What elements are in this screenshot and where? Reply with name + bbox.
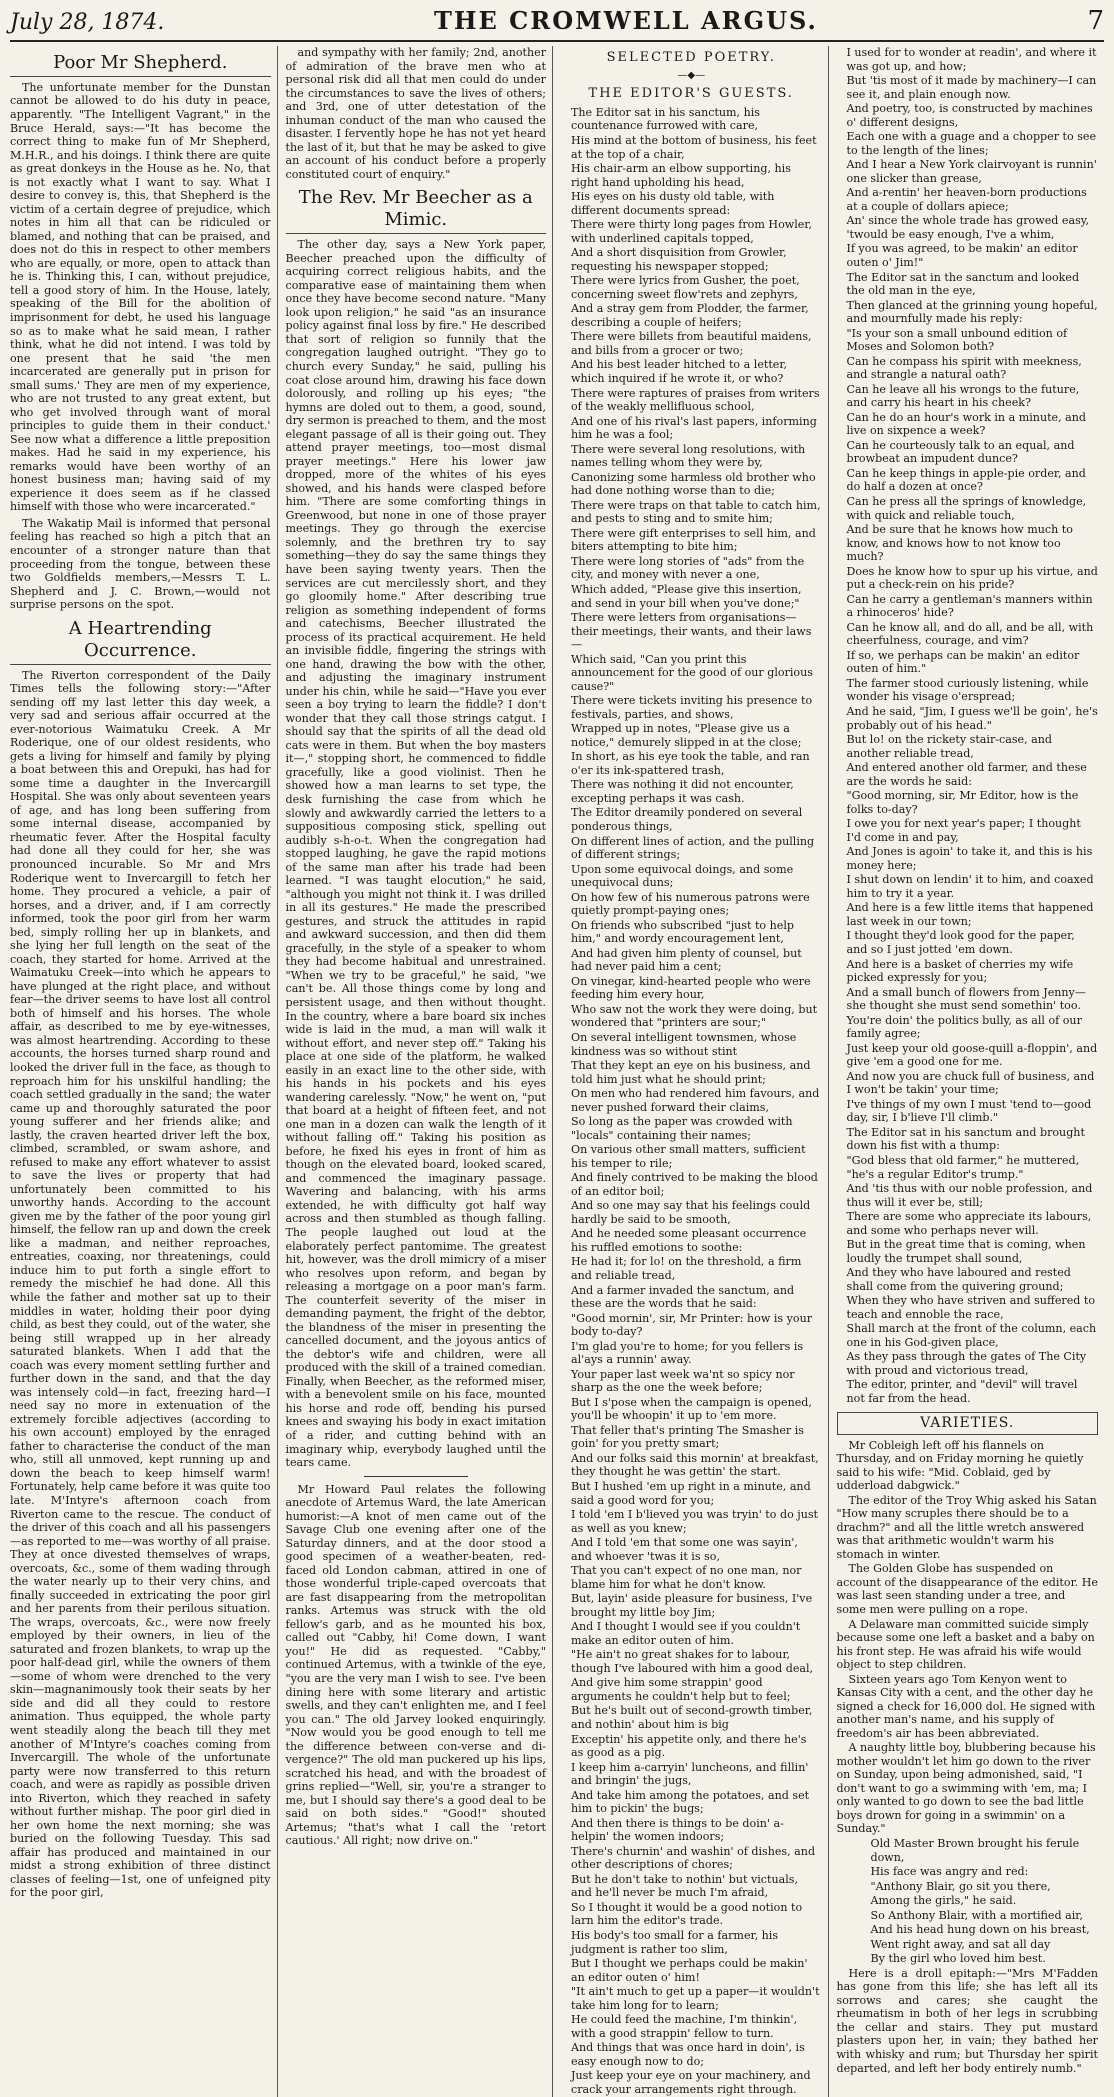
poem-line: An' since the whole trade has growed easy, 'twould be easy enough, I've a whim, xyxy=(846,214,1090,241)
poem-line: Can he compass his spirit with meekness, and strangle a natural oath? xyxy=(846,354,1082,382)
article-heading-heartrending: A Heartrending Occurrence. xyxy=(10,618,271,665)
poem-line: So long as the paper was crowded with "locals" containing their names; xyxy=(571,1115,793,1142)
poem-line: But I thought we perhaps could be makin' an editor outen o' him! xyxy=(571,1957,808,1984)
issue-date: July 28, 1874. xyxy=(10,10,165,35)
poem-line: There were gift enterprises to sell him, and biters attempting to bite him; xyxy=(571,526,816,554)
poem-line: But he don't take to nothin' but victuals, and he'll never be much I'm afraid, xyxy=(571,1872,798,1900)
poem-line: And then there is things to be doin' a-helpin' the women indoors; xyxy=(571,1816,784,1844)
poem-line: There are some who appreciate its labours, and some who perhaps never will. xyxy=(846,1210,1092,1237)
poem-line: On several intelligent townsmen, whose kindness was so without stint xyxy=(571,1030,797,1058)
poem-line: On different lines of action, and the pulling of different strings; xyxy=(571,834,815,862)
poem-line: "God bless that old farmer," he muttered, "he's a regular Editor's trump." xyxy=(846,1153,1080,1181)
poem-line: And a short disquisition from Growler, requesting his newspaper stopped; xyxy=(571,246,787,273)
poem-line: But I hushed 'em up right in a minute, and said a good word for you; xyxy=(571,1479,811,1507)
article-heading-shepherd: Poor Mr Shepherd. xyxy=(10,52,271,77)
poem-line: And entered another old farmer, and these are the words he said: xyxy=(846,761,1087,788)
poem-line: Can he do an hour's work in a minute, and live on sixpence a week? xyxy=(846,410,1087,438)
article-paragraph: The Riverton correspondent of the Daily Times tells the following story:—"After sending off my last letter this day week, a very sad and serious affair occurred at the ever-notorious Waimatuku Creek. A Mr Roderique, one of our oldest residents, who gets a living for himself and family by plying a boat between this and Orepuki, has had for some time a daughter in the Invercargill Hospital. She was only about seventeen years of age, and has long been suffering from some internal disease, accompanied by rheumatic fever. After the Hospital faculty had done all they could for her, she was pronounced incurable. So Mr and Mrs Roderique went to Invercargill to fetch her home. They procured a vehicle, a pair of horses, and a driver, and, if I am correctly informed, took the poor girl from her warm bed, simply rolling her up in blankets, and she lying her full length on the seat of the coach, they started for home. Arrived at the Waimatuku Creek—into which he appears to have plunged at the right place, and without fear—the driver seems to have lost all control both of himself and his horses. The whole affair, as described to me by eye-witnesses, was almost heartrending. According to these accounts, the horses turned sharp round and looked the driver full in the face, as though to reproach him for his unskilful handling; the coach settled gradually in the sand; the water came up and thoroughly saturated the poor young sufferer and her friends alike; and lastly, the craven hearted driver left the box, climbed, scrambled, or swam ashore, and refused to make any effort whatever to assist to save the lives or property that had unfortunately been committed to his unworthy hands. According to the account given me by the father of the poor young girl himself, the fellow ran up and down the creek like a madman, and neither reproaches, entreaties, coaxing, nor threatenings, could induce him to put forth a single effort to remedy the mischief he had done. All this while the father and mother sat up to their middles in water, holding their poor dying child, as best they could, out of the water, she being still wrapped up in her already saturated blankets. When I add that the coach was every moment settling further and further down in the sand, and that the day was intensely cold—in fact, freezing hard—I need say no more in extenuation of the extremely forcible adjectives (according to his own account) employed by the enraged father to characterise the conduct of the man who, still all unmoved, kept running up and down the beach to keep himself warm! Fortunately, help came before it was quite too late. M'Intyre's afternoon coach from Riverton came to the rescue. The conduct of the driver of this coach and all his passengers—as reported to me—was worthy of all praise. They at once divested themselves of wraps, overcoats, &c., some of them wading through the water nearly up to their very chins, and finally succeeded in extricating the poor girl and her parents from their perilous situation. The wraps, overcoats, &c., were now freely employed by their owners, in lieu of the saturated and frozen blankets, to wrap up the poor half-dead girl, while the owners of them—some of whom were drenched to the very skin—magnanimously took their seats by her side and did all they could to restore animation. Thus equipped, the whole party went steadily along the beach till they met another of M'Intyre's coaches coming from Invercargill. The whole of the unfortunate party were now transferred to this return coach, and were as rapidly as possible driven into Riverton, which they reached in safety without further mishap. The poor girl died in her own home the next morning; she was buried on the following Tuesday. This sad affair has produced and maintained in our midst a strong exhibition of three distinct classes of feeling—1st, one of unfeigned pity for the poor girl, xyxy=(10,668,271,1900)
poem-line: He could feed the machine, I'm thinkin', with a good strappin' fellow to turn. xyxy=(571,2013,798,2040)
poem-line: And here is a few little items that happened last week in our town; xyxy=(846,901,1094,928)
poem-line: Can he know all, and do all, and be all, with cheerfulness, courage, and vim? xyxy=(846,620,1094,648)
poem-line: Wrapped up in notes, "Please give us a notice," demurely slipped in at the close; xyxy=(571,722,802,749)
poem-line: On friends who subscribed "just to help him," and wordy encouragement lent, xyxy=(571,918,794,946)
poem-line: That you can't expect of no one man, nor blame him for what he don't know. xyxy=(571,1564,802,1591)
poem-line: There were traps on that table to catch him, and pests to sting and to smite him; xyxy=(571,498,821,526)
varieties-item: The Golden Globe has suspended on account of the disappearance of the editor. He was last seen standing under a tree, and some men were pulling on a rope. xyxy=(836,1562,1098,1616)
poem-line: Shall march at the front of the column, each one in his God-given place, xyxy=(846,1322,1097,1349)
poem-line: And our folks said this mornin' at breakfast, they thought he was gettin' the start. xyxy=(571,1451,819,1479)
page-number: 7 xyxy=(1087,6,1104,36)
verse-line: Among the girls," he said. xyxy=(870,1894,1017,1908)
poem-line: Can he courteously talk to an equal, and browbeat an impudent dunce? xyxy=(846,438,1075,466)
varieties-verse xyxy=(861,1837,1099,1966)
poem-line: His chair-arm an elbow supporting, his right hand upholding his head, xyxy=(571,162,791,189)
poem-line: And they who have laboured and rested shall come from the quivering ground; xyxy=(846,1266,1071,1293)
poem-line: Can he press all the springs of knowledge, with quick and reliable touch, xyxy=(846,495,1087,522)
poem-line: On vinegar, kind-hearted people who were feeding him every hour, xyxy=(571,974,811,1002)
poem-line: The farmer stood curiously listening, while wonder his visage o'erspread; xyxy=(846,676,1089,704)
poem-line: There were tickets inviting his presence to festivals, parties, and shows, xyxy=(571,694,813,721)
ornament-divider: —◆— xyxy=(677,69,706,81)
poem-line: I used for to wonder at readin', and where it was got up, and how; xyxy=(846,46,1097,73)
poem-line: There were billets from beautiful maidens, and bills from a grocer or two; xyxy=(571,330,812,357)
verse-line: By the girl who loved him best. xyxy=(870,1952,1046,1966)
varieties-item: Here is a droll epitaph:—"Mrs M'Fadden has gone from this life; she has left all its sorrows and cares; she caught the rheumatism in both of her legs in scrubbing the cellar and stairs. They put mustard plasters upon her, in vain; they bathed her with whisky and rum; but Thursday her spirit departed, and left her body entirely numb." xyxy=(836,1966,1098,2075)
poem-line: And a small bunch of flowers from Jenny—she thought she must send somethin' too. xyxy=(846,985,1086,1013)
poem-line: His body's too small for a farmer, his judgment is rather too slim, xyxy=(571,1928,779,1956)
poem-line: Can he keep things in apple-pie order, and do half a dozen at once? xyxy=(846,466,1086,494)
poem-line: There were thirty long pages from Howler, with underlined capitals topped, xyxy=(571,218,812,245)
poem-line: And a stray gem from Plodder, the farmer, describing a couple of heifers; xyxy=(571,302,809,329)
section-heading-varieties: VARIETIES. xyxy=(837,1412,1099,1435)
poem-line: There were several long resolutions, with names telling whom they were by, xyxy=(571,442,806,470)
poem-line: On various other small matters, sufficient his temper to rile; xyxy=(571,1143,806,1170)
article-paragraph: The unfortunate member for the Dunstan cannot be allowed to do his duty in peace, apparently. "The Intelligent Vagrant," in the Bruce Herald, says:—"It has become the correct thing to make fun of Mr Shepherd, M.H.R., and his doings. I think there are quite as great donkeys in the House as he. No, that is not exactly what I want to say. What I desire to convey is, this, that Shepherd is the victim of a certain degree of prejudice, which notes in him all that can be ridiculed or blamed, and nothing that can be praised, and does not do this in respect to other members who are equally, or more, open to attack than he is. Thinking this, I can, without prejudice, tell a good story of him. In the House, lately, speaking of the Bill for the abolition of imprisonment for debt, he used his language so as to make what he said mean, I rather think, what he did not intend. I was told by one present that he said 'the men incarcerated are generally put in prison for small sums.' They are men of my experience, who are not trusted to any great extent, but who get involved through want of moral principles to guide them in their conduct.' See now what a difference a little preposition makes. Had he said in my experience, his remarks would have been worthy of an honest business man; having said of my experience it does seem as if he classed himself with those who were incarcerated." xyxy=(10,80,271,514)
poem-line: There's churnin' and washin' of dishes, and other descriptions of chores; xyxy=(571,1844,816,1872)
poem-line: I've things of my own I must 'tend to—good day, sir, I b'lieve I'll climb." xyxy=(846,1097,1092,1125)
poem-line: On how few of his numerous patrons were quietly prompt-paying ones; xyxy=(571,890,810,918)
poem-line: His eyes on his dusty old table, with different documents spread: xyxy=(571,190,775,217)
poem-line: "It ain't much to get up a paper—it wouldn't take him long for to learn; xyxy=(571,1985,820,2012)
varieties-item: A naughty little boy, blubbering because his mother wouldn't let him go down to the river on Sunday, upon being admonished, said, "I don't want to go a swimming with 'em, ma; I only wanted to go down to see the bad little boys drown for going in a swimmin' on a Sunday." xyxy=(836,1741,1096,1836)
poem-line: If so, we perhaps can be makin' an editor outen of him." xyxy=(846,648,1080,676)
verse-line: "Anthony Blair, go sit you there, xyxy=(870,1879,1051,1893)
poem-title: THE EDITOR'S GUESTS. xyxy=(588,86,794,102)
poem-line: And I hear a New York clairvoyant is runnin' one slicker than grease, xyxy=(846,158,1097,185)
poem-line: Which added, "Please give this insertion, and send in your bill when you've done;" xyxy=(571,582,802,610)
article-paragraph: The other day, says a New York paper, Beecher preached upon the difficulty of acquiring correct religious habits, and the comparative ease of maintaining them when once they have become second nature. "Many look upon religion," he said "as an insurance policy against final loss by fire." He described that sort of religion so funnily that the congregation laughed outright. "They go to church every Sunday," he said, pulling his coat close around him, drawing his face down dolorously, and rolling up his eyes; "the hymns are doled out to them, a good, sound, dry sermon is preached to them, and the most elegant passage of all is their going out. They attend prayer meetings, too—most dismal prayer meetings." Here his lower jaw dropped, more of the whites of his eyes showed, and his hands were clasped before him. "There are some comforting things in Greenwood, but none in one of those prayer meetings. They go through the exercise solemnly, and the brethren try to say something—they do say the same things they have been saying twenty years. Then the services are cut mercilessly short, and they go gloomily home." After describing true religion as something independent of forms and catechisms, Beecher illustrated the process of its practical acquirement. He held an invisible fiddle, fingering the strings with one hand, drawing the bow with the other, and adjusting the imaginary instrument under his chin, while he said—"Have you ever seen a boy trying to learn the fiddle? I don't wonder that they call those strings catgut. I should say that the spirits of all the dead old cats were in them. But when the boy masters it—," stopping short, he commenced to fiddle gracefully, like a good violinist. Then he showed how a man learns to set type, the desk furnishing the case from which he slowly and awkwardly carried the letters to a suppositious composing stick, spelling out audibly s-h-o-t. When the congregation had stopped laughing, he gave the rapid motions of the same man after his trade had been learned. "I was taught elocution," he said, "although you might not think it. I was drilled in all its gestures." He made the prescribed gestures, and struck the attitudes in rapid and awkward succession, and then did them gracefully, in the style of a speaker to whom they had become habitual and unrestrained. "When we try to be graceful," he said, "we can't be. All those things come by long and persistent usage, and then without thought. In the country, where a bare board six inches wide is laid in the mud, a man will walk it without effort, and never step off." Taking his place at one side of the platform, he walked easily in an exact line to the other side, with his hands in his pockets and his eyes wandering carelessly. "Now," he went on, "put that board at a height of fifteen feet, and not one man in a dozen can walk the length of it without falling off." Taking his position as before, he fixed his eyes in front of him as though on the elevated board, looked scared, and commenced the imaginary passage. Wavering and balancing, with his arms extended, he with difficulty got half way across and then stumbled as though falling. The people laughed out loud at the elaborately perfect pantomime. The greatest hit, however, was the droll mimicry of a miser who resolves upon reform, and began by releasing a mortgage on a poor man's farm. The counterfeit severity of the miser in demanding payment, the fright of the debtor, the blandness of the miser in presenting the cancelled document, and the joyous antics of the debtor's wife and children, were all produced with the skill of a trained comedian. Finally, when Beecher, as the reformed miser, with a benevolent smile on his face, mounted his horse and rode off, bending his pursed knees and swaying his body in exact imitation of a rider, and cutting behind with an imaginary whip, everybody laughed until the tears came. xyxy=(285,238,546,1470)
poem-line: Just keep your old goose-quill a-floppin', and give 'em a good one for me. xyxy=(846,1041,1098,1069)
column-1 xyxy=(10,46,278,2097)
poem-line: The Editor sat in his sanctum, his countenance furrowed with care, xyxy=(571,105,761,133)
poem-line: And he needed some pleasant occurrence his ruffled emotions to soothe: xyxy=(571,1227,807,1254)
poem-line: And a farmer invaded the sanctum, and these are the words that he said: xyxy=(571,1283,795,1311)
poem-line: But he's built out of second-growth timber, and nothin' about him is big xyxy=(571,1704,813,1731)
poem-line: And he said, "Jim, I guess we'll be goin', he's probably out of his head." xyxy=(846,704,1098,732)
poem-line: There were raptures of praises from writers of the weakly mellifluous school, xyxy=(571,386,820,414)
poem-line: "Good morning, sir, Mr Editor, how is the folks to-day? xyxy=(846,789,1079,816)
poem-line: And here is a basket of cherries my wife picked expressly for you; xyxy=(846,957,1074,985)
varieties-item: Sixteen years ago Tom Kenyon went to Kansas City with a cent, and the other day he signed a check for 16,000 dol. He signed with another man's name, and his supply of freedom's air has been abbreviated. xyxy=(836,1672,1096,1740)
poem-line: And be sure that he knows how much to know, and knows how to not know too much? xyxy=(846,523,1073,564)
poem-line: And Jones is agoin' to take it, and this is his money here; xyxy=(846,845,1093,872)
poem-line: There were lyrics from Gusher, the poet, concerning sweet flow'rets and zephyrs, xyxy=(571,274,800,301)
poem-line: Your paper last week wa'nt so spicy nor sharp as the one the week before; xyxy=(571,1367,795,1395)
poem-line: There were letters from organisations—their meetings, their wants, and their laws— xyxy=(571,611,812,652)
poem-line: Does he know how to spur up his virtue, and put a check-rein on his pride? xyxy=(846,564,1098,592)
poem-line: And a-rentin' her heaven-born productions at a couple of dollars apiece; xyxy=(846,186,1087,213)
article-heading-beecher: The Rev. Mr Beecher as a Mimic. xyxy=(286,187,547,234)
poem-line: "Is your son a small unbound edition of Moses and Solomon both? xyxy=(846,326,1068,354)
poem-line: I owe you for next year's paper; I thought I'd come in and pay, xyxy=(846,817,1081,844)
poem-line: The editor, printer, and "devil" will travel not far from the head. xyxy=(846,1378,1078,1405)
poem-line: Upon some equivocal doings, and some unequivocal duns; xyxy=(571,862,794,890)
poem-line: But in the great time that is coming, when loudly the trumpet shall sound, xyxy=(846,1238,1086,1265)
poem-line: "He ain't no great shakes for to labour, though I've laboured with him a good deal, xyxy=(571,1648,814,1675)
poem-line: The Editor sat in the sanctum and looked the old man in the eye, xyxy=(846,270,1080,298)
poem-line: And so one may say that his feelings could hardly be said to be smooth, xyxy=(571,1199,811,1226)
poem-line: The Editor sat in his sanctum and brought down his fist with a thump: xyxy=(846,1125,1085,1153)
column-3 xyxy=(561,46,829,2097)
poem-line: And poetry, too, is constructed by machines o' different designs, xyxy=(846,102,1093,129)
divider xyxy=(364,1476,468,1477)
masthead xyxy=(10,6,1104,42)
poem-line: I shut down on lendin' it to him, and coaxed him to try it a year. xyxy=(846,873,1094,900)
poem-line: That feller that's printing The Smasher is goin' for you pretty smart; xyxy=(571,1423,804,1451)
verse-line: Went right away, and sat all day xyxy=(870,1937,1051,1951)
poem-line: There were long stories of "ads" from the city, and money with never a one, xyxy=(571,554,805,582)
poem-line: And take him among the potatoes, and set him to pickin' the bugs; xyxy=(571,1788,810,1816)
varieties-item: A Delaware man committed suicide simply because some one left a basket and a baby on his front step. He was afraid his wife would object to step children. xyxy=(836,1617,1095,1672)
poem-line: But 'tis most of it made by machinery—I can see it, and plain enough now. xyxy=(846,74,1097,101)
poem-line: And 'tis thus with our noble profession, and thus will it ever be, still; xyxy=(846,1182,1093,1209)
poem-line: And I told 'em that some one was sayin', and whoever 'twas it is so, xyxy=(571,1536,798,1563)
verse-line: Old Master Brown brought his ferule down, xyxy=(870,1837,1080,1864)
poem-line: And had given him plenty of counsel, but had never paid him a cent; xyxy=(571,946,802,974)
article-paragraph: Mr Howard Paul relates the following anecdote of Artemus Ward, the late American humorist:—A knot of men came out of the Savage Club one evening after one of the Saturday dinners, and at the door stood a good specimen of a weather-beaten, red-faced old London cabman, attired in one of those wonderful triple-caped overcoats that are fast disappearing from the metropolitan ranks. Artemus was struck with the old fellow's garb, and as he mounted his box, called out "Cabby, hi! Come down, I want you!" He did as requested. "Cabby," continued Artemus, with a twinkle of the eye, "you are the very man I wish to see. I've been dining here with some literary and artistic swells, and they can't enlighten me, and I feel you can." The old Jarvey looked enquiringly. "Now would you be good enough to tell me the difference between con-verse and di-vergence?" The old man puckered up his lips, scratched his head, and with the broadest of grins replied—"Well, sir, you're a stranger to me, but I should say there's a good deal to be said on both sides." "Good!" shouted Artemus; "that's what I call the 'retort cautious.' All right; now drive on." xyxy=(285,1482,546,1848)
poem-line: His mind at the bottom of business, his feet at the top of a chair, xyxy=(571,133,817,161)
poem-line: "Good mornin', sir, Mr Printer: how is your body to-day? xyxy=(571,1311,813,1339)
poem-line: I keep him a-carryin' luncheons, and fillin' and bringin' the jugs, xyxy=(571,1760,809,1788)
poem-line: There was nothing it did not encounter, excepting perhaps it was cash. xyxy=(571,778,794,805)
poem-line: And finely contrived to be making the blood of an editor boil; xyxy=(571,1171,818,1198)
poem-line: If you was agreed, to be makin' an editor outen o' Jim!" xyxy=(846,242,1078,269)
poem-line: Canonizing some harmless old brother who had done nothing worse than to die; xyxy=(571,470,816,498)
poem-line: You're doin' the politics bully, as all of our family agree; xyxy=(846,1013,1082,1041)
poem-line: But I s'pose when the campaign is opened, you'll be whoopin' it up to 'em more. xyxy=(571,1395,812,1423)
poem-line: The Editor dreamily pondered on several ponderous things, xyxy=(571,806,803,833)
article-paragraph: and sympathy with her family; 2nd, another of admiration of the brave men who at personal risk did all that men could do under the circumstances to save the lives of others; and 3rd, one of utter detestation of the inhuman conduct of the man who caused the disaster. I fervently hope he has not yet heard the last of it, but that he may be asked to give an account of his conduct before a properly constituted court of enquiry." xyxy=(285,46,546,181)
poem-line: I told 'em I b'lieved you was tryin' to do just as well as you knew; xyxy=(571,1508,819,1535)
poem-line: Just keep your eye on your machinery, and crack your arrangements right through. xyxy=(571,2069,811,2096)
poem-line: When they who have striven and suffered to teach and ennoble the race, xyxy=(846,1294,1096,1321)
poem-line: In short, as his eye took the table, and ran o'er its ink-spattered trash, xyxy=(571,750,810,777)
poem-continuation xyxy=(837,46,1099,1406)
column-2 xyxy=(286,46,554,2097)
verse-line: And his head hung down on his breast, xyxy=(870,1923,1090,1937)
poem-body xyxy=(561,106,822,2096)
poem-line: And I thought I would see if you couldn't make an editor outen of him. xyxy=(571,1620,801,1647)
poem-line: Who saw not the work they were doing, but wondered that "printers are sour;" xyxy=(571,1002,818,1030)
poem-line: And give him some strappin' good arguments he couldn't help but to feel; xyxy=(571,1676,791,1703)
section-heading-poetry: SELECTED POETRY. xyxy=(606,50,776,65)
poem-line: So I thought it would be a good notion to larn him the editor's trade. xyxy=(571,1900,803,1928)
poem-line: As they pass through the gates of The City with proud and victorious tread, xyxy=(846,1350,1087,1377)
column-4 xyxy=(837,46,1105,2097)
poem-line: But, layin' aside pleasure for business, I've brought my little boy Jim; xyxy=(571,1592,813,1619)
verse-line: His face was angry and red: xyxy=(870,1865,1029,1879)
poem-line: Which said, "Can you print this announcement for the good of our glorious cause?" xyxy=(571,652,813,693)
poem-line: Can he carry a gentleman's manners within a rhinoceros' hide? xyxy=(846,592,1093,620)
poem-line: And things that was once hard in doin', is easy enough now to do; xyxy=(571,2041,805,2068)
poem-line: Can he leave all his wrongs to the future, and carry his heart in his cheek? xyxy=(846,382,1080,410)
columns xyxy=(10,46,1104,2096)
poem-line: And one of his rival's last papers, informing him he was a fool; xyxy=(571,414,817,442)
varieties-item: The editor of the Troy Whig asked his Satan "How many scruples there should be to a drachm?" and all the little wretch answered was that arithmetic wouldn't warm his stomach in winter. xyxy=(836,1493,1097,1561)
poem-line: And his best leader hitched to a letter, which inquired if he wrote it, or who? xyxy=(571,358,787,385)
poem-line: On men who had rendered him favours, and never pushed forward their claims, xyxy=(571,1087,820,1114)
newspaper-title: THE CROMWELL ARGUS. xyxy=(433,6,818,35)
poem-line: And now you are chuck full of business, and I won't be takin' your time; xyxy=(846,1069,1095,1097)
poem-line: Each one with a guage and a chopper to see to the length of the lines; xyxy=(846,130,1097,157)
poem-line: He had it; for lo! on the threshold, a firm and reliable tread, xyxy=(571,1255,802,1282)
poem-line: That they kept an eye on his business, and told him just what he should print; xyxy=(571,1059,811,1086)
article-paragraph: The Wakatip Mail is informed that personal feeling has reached so high a pitch that an encounter of a stronger nature than that proceeding from the tongue, between these two Goldfields members,—Messrs T. L. Shepherd and J. C. Brown,—would not surprise persons on the spot. xyxy=(10,516,271,612)
verse-line: So Anthony Blair, with a mortified air, xyxy=(870,1908,1083,1922)
poem-line: Exceptin' his appetite only, and there he's as good as a pig. xyxy=(571,1732,807,1760)
varieties-item: Mr Cobleigh left off his flannels on Thursday, and on Friday morning he quietly said to his wife: "Mid. Coblaid, ged by udderload dabgwick." xyxy=(836,1438,1084,1493)
poem-line: Then glanced at the grinning young hopeful, and mournfully made his reply: xyxy=(846,298,1098,326)
poem-line: I'm glad you're to home; for you fellers is al'ays a runnin' away. xyxy=(571,1339,804,1367)
poem-line: But lo! on the rickety stair-case, and another reliable tread, xyxy=(846,733,1053,760)
poem-line: I thought they'd look good for the paper, and so I just jotted 'em down. xyxy=(846,929,1075,956)
